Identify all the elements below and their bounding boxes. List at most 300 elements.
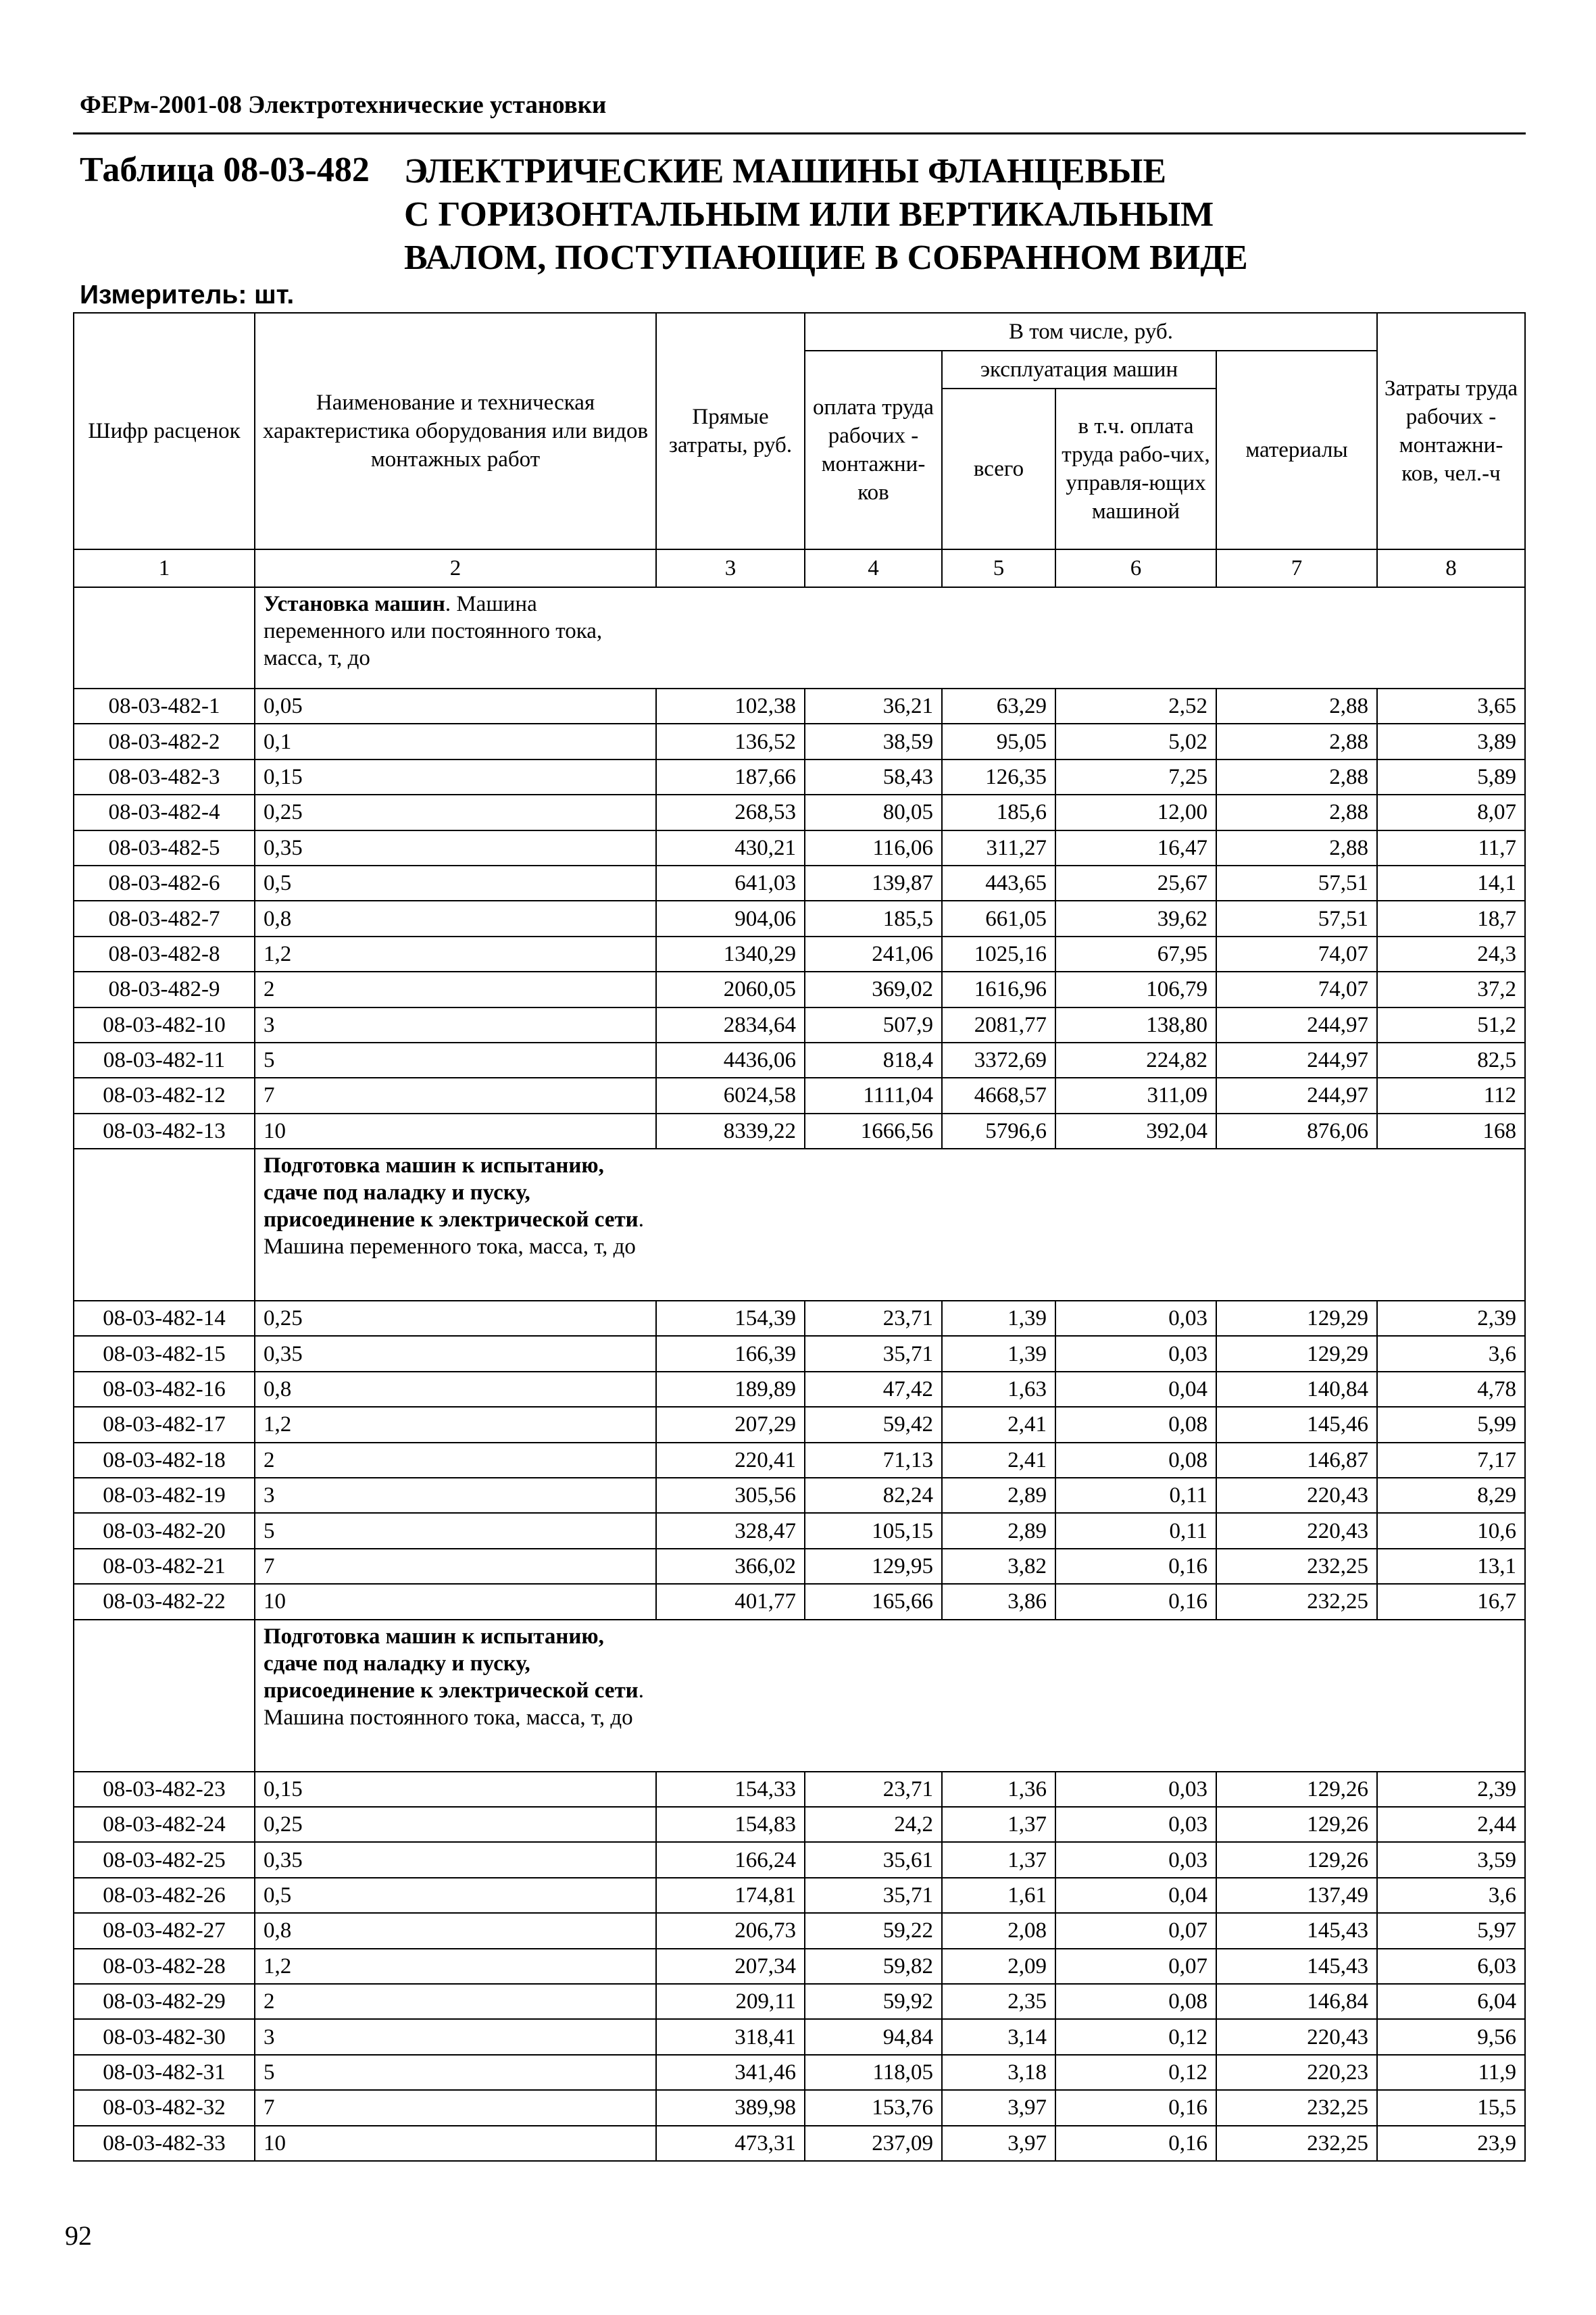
cell-wages: 47,42 <box>805 1372 942 1407</box>
cell-machines-total: 2,08 <box>942 1913 1055 1948</box>
section-title-rest: . Машина постоянного тока, масса, т, до <box>264 1678 644 1730</box>
section-spacer <box>74 1149 255 1301</box>
cell-labor: 7,17 <box>1377 1443 1525 1478</box>
cell-code: 08-03-482-21 <box>74 1549 255 1584</box>
cell-machines-total: 3,97 <box>942 2126 1055 2161</box>
cell-direct: 318,41 <box>656 2019 805 2054</box>
cell-labor: 11,7 <box>1377 830 1525 866</box>
cell-machines-total: 1,39 <box>942 1336 1055 1371</box>
cell-mass: 2 <box>255 972 656 1007</box>
cell-materials: 232,25 <box>1216 1549 1377 1584</box>
cell-machines-wages: 0,11 <box>1055 1478 1216 1513</box>
table-row <box>74 1807 1525 1842</box>
cell-materials: 145,43 <box>1216 1913 1377 1948</box>
cell-direct: 154,83 <box>656 1807 805 1842</box>
cell-wages: 1666,56 <box>805 1114 942 1149</box>
cell-materials: 74,07 <box>1216 937 1377 972</box>
cell-machines-total: 1,63 <box>942 1372 1055 1407</box>
cell-mass: 5 <box>255 1043 656 1078</box>
cell-wages: 82,24 <box>805 1478 942 1513</box>
cell-labor: 2,39 <box>1377 1772 1525 1807</box>
cell-labor: 24,3 <box>1377 937 1525 972</box>
cell-labor: 37,2 <box>1377 972 1525 1007</box>
table-row <box>74 1114 1525 1149</box>
cell-code: 08-03-482-31 <box>74 2055 255 2090</box>
col-header-materials: материалы <box>1216 351 1377 549</box>
cell-machines-total: 3,14 <box>942 2019 1055 2054</box>
cell-code: 08-03-482-24 <box>74 1807 255 1842</box>
table-row <box>74 937 1525 972</box>
cell-direct: 207,34 <box>656 1949 805 1984</box>
running-head: ФЕРм-2001-08 Электротехнические установки <box>80 91 607 119</box>
cell-direct: 2834,64 <box>656 1007 805 1043</box>
cell-machines-wages: 39,62 <box>1055 901 1216 936</box>
cell-direct: 401,77 <box>656 1584 805 1619</box>
section-spacer <box>656 1620 1525 1772</box>
section-title-bold: Подготовка машин к испытанию, сдаче под наладку и пуску, присоединение к электрической сети <box>264 1153 639 1233</box>
table-row <box>74 1478 1525 1513</box>
cell-machines-total: 2,89 <box>942 1513 1055 1548</box>
cell-machines-wages: 0,07 <box>1055 1949 1216 1984</box>
cell-labor: 5,89 <box>1377 760 1525 795</box>
cell-direct: 389,98 <box>656 2090 805 2125</box>
cell-materials: 2,88 <box>1216 830 1377 866</box>
cell-machines-wages: 392,04 <box>1055 1114 1216 1149</box>
cell-direct: 430,21 <box>656 830 805 866</box>
cell-materials: 876,06 <box>1216 1114 1377 1149</box>
col-header-wages: оплата труда рабочих - монтажни-ков <box>805 351 942 549</box>
cell-machines-total: 1,61 <box>942 1878 1055 1913</box>
cell-wages: 507,9 <box>805 1007 942 1043</box>
cell-machines-total: 1,36 <box>942 1772 1055 1807</box>
cell-mass: 0,35 <box>255 830 656 866</box>
cell-labor: 3,6 <box>1377 1336 1525 1371</box>
cell-labor: 18,7 <box>1377 901 1525 936</box>
cell-wages: 94,84 <box>805 2019 942 2054</box>
cell-materials: 129,26 <box>1216 1842 1377 1877</box>
cell-machines-total: 1,37 <box>942 1807 1055 1842</box>
cell-machines-total: 2,35 <box>942 1984 1055 2019</box>
cell-labor: 3,89 <box>1377 724 1525 759</box>
cell-direct: 4436,06 <box>656 1043 805 1078</box>
cell-materials: 146,87 <box>1216 1443 1377 1478</box>
cell-wages: 59,92 <box>805 1984 942 2019</box>
cell-direct: 166,39 <box>656 1336 805 1371</box>
cell-machines-total: 3372,69 <box>942 1043 1055 1078</box>
cell-materials: 220,43 <box>1216 1478 1377 1513</box>
table-row <box>74 972 1525 1007</box>
section-row <box>74 1620 1525 1772</box>
cell-materials: 232,25 <box>1216 2126 1377 2161</box>
cell-direct: 341,46 <box>656 2055 805 2090</box>
cell-mass: 7 <box>255 1078 656 1113</box>
cell-direct: 206,73 <box>656 1913 805 1948</box>
cell-code: 08-03-482-12 <box>74 1078 255 1113</box>
cell-code: 08-03-482-28 <box>74 1949 255 1984</box>
cell-machines-wages: 0,08 <box>1055 1443 1216 1478</box>
cell-materials: 232,25 <box>1216 2090 1377 2125</box>
cell-machines-total: 2,41 <box>942 1407 1055 1442</box>
cell-wages: 1111,04 <box>805 1078 942 1113</box>
cell-wages: 58,43 <box>805 760 942 795</box>
cell-code: 08-03-482-6 <box>74 866 255 901</box>
cell-labor: 3,65 <box>1377 689 1525 724</box>
cell-machines-wages: 106,79 <box>1055 972 1216 1007</box>
cell-direct: 154,39 <box>656 1301 805 1336</box>
cell-wages: 237,09 <box>805 2126 942 2161</box>
col-number: 1 <box>74 549 255 587</box>
cell-mass: 10 <box>255 1584 656 1619</box>
section-title <box>255 1620 656 1772</box>
page-number: 92 <box>65 2220 92 2251</box>
table-row <box>74 2126 1525 2161</box>
cell-machines-wages: 12,00 <box>1055 795 1216 830</box>
cell-machines-wages: 0,16 <box>1055 1549 1216 1584</box>
cell-wages: 23,71 <box>805 1772 942 1807</box>
cell-direct: 174,81 <box>656 1878 805 1913</box>
cell-wages: 38,59 <box>805 724 942 759</box>
cell-machines-total: 1,37 <box>942 1842 1055 1877</box>
table-row <box>74 1336 1525 1371</box>
cell-labor: 13,1 <box>1377 1549 1525 1584</box>
table-row <box>74 1549 1525 1584</box>
cell-labor: 2,44 <box>1377 1807 1525 1842</box>
cell-materials: 145,46 <box>1216 1407 1377 1442</box>
cell-materials: 244,97 <box>1216 1007 1377 1043</box>
cell-labor: 6,03 <box>1377 1949 1525 1984</box>
cell-code: 08-03-482-4 <box>74 795 255 830</box>
table-row <box>74 1772 1525 1807</box>
cell-labor: 8,29 <box>1377 1478 1525 1513</box>
cell-wages: 80,05 <box>805 795 942 830</box>
cell-wages: 71,13 <box>805 1443 942 1478</box>
section-spacer <box>656 1149 1525 1301</box>
cell-direct: 187,66 <box>656 760 805 795</box>
col-number: 6 <box>1055 549 1216 587</box>
cell-machines-total: 311,27 <box>942 830 1055 866</box>
section-title-bold: Подготовка машин к испытанию, сдаче под наладку и пуску, присоединение к электрической сети <box>264 1624 639 1703</box>
cell-machines-wages: 7,25 <box>1055 760 1216 795</box>
cell-code: 08-03-482-8 <box>74 937 255 972</box>
cell-materials: 2,88 <box>1216 724 1377 759</box>
cell-materials: 232,25 <box>1216 1584 1377 1619</box>
cell-direct: 220,41 <box>656 1443 805 1478</box>
cell-code: 08-03-482-1 <box>74 689 255 724</box>
cell-direct: 6024,58 <box>656 1078 805 1113</box>
section-spacer <box>74 587 255 689</box>
cell-materials: 2,88 <box>1216 795 1377 830</box>
table-title-line: ВАЛОМ, ПОСТУПАЮЩИЕ В СОБРАННОМ ВИДЕ <box>404 239 1248 277</box>
table-row <box>74 1584 1525 1619</box>
table-body <box>74 587 1525 2161</box>
cell-machines-total: 661,05 <box>942 901 1055 936</box>
table-row <box>74 1078 1525 1113</box>
cell-materials: 129,26 <box>1216 1807 1377 1842</box>
cell-direct: 2060,05 <box>656 972 805 1007</box>
col-header-name: Наименование и техническая характеристика оборудования или видов монтажных работ <box>255 313 656 549</box>
cell-code: 08-03-482-19 <box>74 1478 255 1513</box>
cell-machines-wages: 0,03 <box>1055 1807 1216 1842</box>
cell-wages: 153,76 <box>805 2090 942 2125</box>
table-row <box>74 795 1525 830</box>
table-row <box>74 1301 1525 1336</box>
cell-machines-wages: 16,47 <box>1055 830 1216 866</box>
cell-code: 08-03-482-13 <box>74 1114 255 1149</box>
table-title-line: С ГОРИЗОНТАЛЬНЫМ ИЛИ ВЕРТИКАЛЬНЫМ <box>404 195 1214 234</box>
cell-machines-wages: 0,16 <box>1055 2126 1216 2161</box>
table-row <box>74 1913 1525 1948</box>
table-title-line: ЭЛЕКТРИЧЕСКИЕ МАШИНЫ ФЛАНЦЕВЫЕ <box>404 152 1167 191</box>
cell-materials: 129,29 <box>1216 1336 1377 1371</box>
cell-wages: 105,15 <box>805 1513 942 1548</box>
table-id: Таблица 08-03-482 <box>80 151 370 189</box>
cell-mass: 2 <box>255 1984 656 2019</box>
cell-mass: 0,5 <box>255 866 656 901</box>
cell-machines-wages: 2,52 <box>1055 689 1216 724</box>
cell-wages: 241,06 <box>805 937 942 972</box>
cell-direct: 268,53 <box>656 795 805 830</box>
cell-mass: 0,15 <box>255 760 656 795</box>
cell-labor: 168 <box>1377 1114 1525 1149</box>
cell-code: 08-03-482-26 <box>74 1878 255 1913</box>
cell-materials: 57,51 <box>1216 866 1377 901</box>
cell-wages: 59,22 <box>805 1913 942 1948</box>
cell-labor: 11,9 <box>1377 2055 1525 2090</box>
cell-wages: 24,2 <box>805 1807 942 1842</box>
cell-direct: 904,06 <box>656 901 805 936</box>
cell-materials: 129,26 <box>1216 1772 1377 1807</box>
cell-mass: 0,35 <box>255 1842 656 1877</box>
cell-code: 08-03-482-7 <box>74 901 255 936</box>
cell-mass: 2 <box>255 1443 656 1478</box>
cell-labor: 3,59 <box>1377 1842 1525 1877</box>
table-row <box>74 1949 1525 1984</box>
cell-machines-total: 2,09 <box>942 1949 1055 1984</box>
cell-mass: 5 <box>255 2055 656 2090</box>
cell-direct: 8339,22 <box>656 1114 805 1149</box>
cell-code: 08-03-482-25 <box>74 1842 255 1877</box>
cell-labor: 10,6 <box>1377 1513 1525 1548</box>
cell-labor: 3,6 <box>1377 1878 1525 1913</box>
cell-direct: 154,33 <box>656 1772 805 1807</box>
cell-machines-wages: 0,16 <box>1055 1584 1216 1619</box>
cell-code: 08-03-482-17 <box>74 1407 255 1442</box>
cell-materials: 220,23 <box>1216 2055 1377 2090</box>
cell-machines-total: 3,97 <box>942 2090 1055 2125</box>
cell-code: 08-03-482-10 <box>74 1007 255 1043</box>
cell-direct: 209,11 <box>656 1984 805 2019</box>
cell-machines-wages: 311,09 <box>1055 1078 1216 1113</box>
cell-mass: 0,8 <box>255 1913 656 1948</box>
cell-mass: 0,1 <box>255 724 656 759</box>
cell-machines-total: 185,6 <box>942 795 1055 830</box>
table-row <box>74 1007 1525 1043</box>
cell-wages: 35,61 <box>805 1842 942 1877</box>
cell-labor: 8,07 <box>1377 795 1525 830</box>
cell-code: 08-03-482-23 <box>74 1772 255 1807</box>
cell-machines-total: 95,05 <box>942 724 1055 759</box>
cell-code: 08-03-482-32 <box>74 2090 255 2125</box>
cell-labor: 9,56 <box>1377 2019 1525 2054</box>
cell-direct: 207,29 <box>656 1407 805 1442</box>
cell-labor: 112 <box>1377 1078 1525 1113</box>
cell-direct: 305,56 <box>656 1478 805 1513</box>
table-row <box>74 689 1525 724</box>
cell-machines-wages: 0,03 <box>1055 1301 1216 1336</box>
cell-wages: 36,21 <box>805 689 942 724</box>
cell-machines-wages: 0,07 <box>1055 1913 1216 1948</box>
cell-code: 08-03-482-11 <box>74 1043 255 1078</box>
cell-machines-wages: 0,04 <box>1055 1372 1216 1407</box>
cell-materials: 220,43 <box>1216 1513 1377 1548</box>
section-spacer <box>656 587 1525 689</box>
cell-direct: 473,31 <box>656 2126 805 2161</box>
cell-machines-wages: 25,67 <box>1055 866 1216 901</box>
cell-labor: 4,78 <box>1377 1372 1525 1407</box>
cell-wages: 118,05 <box>805 2055 942 2090</box>
col-header-machines: эксплуатация машин <box>942 351 1216 389</box>
cell-wages: 129,95 <box>805 1549 942 1584</box>
cell-labor: 6,04 <box>1377 1984 1525 2019</box>
cell-labor: 23,9 <box>1377 2126 1525 2161</box>
cell-machines-wages: 0,04 <box>1055 1878 1216 1913</box>
cell-mass: 0,35 <box>255 1336 656 1371</box>
cell-machines-wages: 0,08 <box>1055 1407 1216 1442</box>
table-row <box>74 1842 1525 1877</box>
section-title-rest: . Машина переменного или постоянного тока, масса, т, до <box>264 592 603 670</box>
cell-machines-total: 2,89 <box>942 1478 1055 1513</box>
cell-machines-wages: 0,11 <box>1055 1513 1216 1548</box>
cell-mass: 10 <box>255 2126 656 2161</box>
cell-mass: 3 <box>255 2019 656 2054</box>
cell-wages: 165,66 <box>805 1584 942 1619</box>
col-header-including: В том числе, руб. <box>805 313 1377 351</box>
cell-labor: 5,97 <box>1377 1913 1525 1948</box>
table-row <box>74 1984 1525 2019</box>
cell-code: 08-03-482-3 <box>74 760 255 795</box>
cell-code: 08-03-482-22 <box>74 1584 255 1619</box>
col-number: 3 <box>656 549 805 587</box>
cell-mass: 0,8 <box>255 901 656 936</box>
section-row <box>74 1149 1525 1301</box>
table-row <box>74 1878 1525 1913</box>
cell-wages: 35,71 <box>805 1336 942 1371</box>
cell-machines-total: 5796,6 <box>942 1114 1055 1149</box>
cell-mass: 0,5 <box>255 1878 656 1913</box>
cell-machines-total: 63,29 <box>942 689 1055 724</box>
norms-table <box>73 312 1526 2162</box>
cell-machines-wages: 0,03 <box>1055 1336 1216 1371</box>
cell-code: 08-03-482-2 <box>74 724 255 759</box>
cell-wages: 818,4 <box>805 1043 942 1078</box>
cell-mass: 0,25 <box>255 795 656 830</box>
cell-machines-total: 4668,57 <box>942 1078 1055 1113</box>
cell-wages: 23,71 <box>805 1301 942 1336</box>
cell-code: 08-03-482-9 <box>74 972 255 1007</box>
cell-mass: 0,05 <box>255 689 656 724</box>
cell-wages: 139,87 <box>805 866 942 901</box>
cell-mass: 1,2 <box>255 1949 656 1984</box>
cell-labor: 16,7 <box>1377 1584 1525 1619</box>
col-number: 4 <box>805 549 942 587</box>
section-title-rest: . Машина переменного тока, масса, т, до <box>264 1208 644 1260</box>
head-rule <box>73 132 1526 134</box>
cell-machines-wages: 0,12 <box>1055 2019 1216 2054</box>
cell-machines-wages: 0,12 <box>1055 2055 1216 2090</box>
table-row <box>74 901 1525 936</box>
cell-labor: 51,2 <box>1377 1007 1525 1043</box>
cell-materials: 137,49 <box>1216 1878 1377 1913</box>
section-spacer <box>74 1620 255 1772</box>
cell-code: 08-03-482-18 <box>74 1443 255 1478</box>
cell-mass: 1,2 <box>255 937 656 972</box>
cell-machines-total: 2081,77 <box>942 1007 1055 1043</box>
cell-machines-wages: 0,16 <box>1055 2090 1216 2125</box>
cell-code: 08-03-482-33 <box>74 2126 255 2161</box>
cell-code: 08-03-482-5 <box>74 830 255 866</box>
col-number: 2 <box>255 549 656 587</box>
table-row <box>74 1372 1525 1407</box>
cell-code: 08-03-482-29 <box>74 1984 255 2019</box>
cell-mass: 0,8 <box>255 1372 656 1407</box>
cell-labor: 14,1 <box>1377 866 1525 901</box>
cell-direct: 1340,29 <box>656 937 805 972</box>
table-row <box>74 830 1525 866</box>
table-row <box>74 1043 1525 1078</box>
cell-materials: 146,84 <box>1216 1984 1377 2019</box>
cell-direct: 328,47 <box>656 1513 805 1548</box>
cell-mass: 5 <box>255 1513 656 1548</box>
cell-materials: 74,07 <box>1216 972 1377 1007</box>
cell-machines-total: 1616,96 <box>942 972 1055 1007</box>
table-row <box>74 2019 1525 2054</box>
col-number: 8 <box>1377 549 1525 587</box>
col-header-machines-total: всего <box>942 389 1055 549</box>
cell-wages: 59,42 <box>805 1407 942 1442</box>
cell-machines-total: 443,65 <box>942 866 1055 901</box>
cell-code: 08-03-482-15 <box>74 1336 255 1371</box>
col-number: 5 <box>942 549 1055 587</box>
cell-machines-total: 3,82 <box>942 1549 1055 1584</box>
cell-mass: 10 <box>255 1114 656 1149</box>
table-row <box>74 724 1525 759</box>
col-header-machines-wages: в т.ч. оплата труда рабо-чих, управля-ющих машиной <box>1055 389 1216 549</box>
cell-direct: 366,02 <box>656 1549 805 1584</box>
table-row <box>74 1443 1525 1478</box>
cell-materials: 220,43 <box>1216 2019 1377 2054</box>
cell-machines-total: 3,86 <box>942 1584 1055 1619</box>
cell-machines-wages: 0,03 <box>1055 1842 1216 1877</box>
cell-materials: 244,97 <box>1216 1043 1377 1078</box>
cell-mass: 0,15 <box>255 1772 656 1807</box>
table-row <box>74 2055 1525 2090</box>
table-row <box>74 760 1525 795</box>
cell-machines-total: 126,35 <box>942 760 1055 795</box>
cell-materials: 2,88 <box>1216 760 1377 795</box>
cell-direct: 102,38 <box>656 689 805 724</box>
cell-wages: 185,5 <box>805 901 942 936</box>
cell-machines-wages: 5,02 <box>1055 724 1216 759</box>
cell-direct: 136,52 <box>656 724 805 759</box>
cell-machines-total: 1025,16 <box>942 937 1055 972</box>
section-row <box>74 587 1525 689</box>
cell-wages: 116,06 <box>805 830 942 866</box>
section-title <box>255 1149 656 1301</box>
cell-machines-wages: 138,80 <box>1055 1007 1216 1043</box>
cell-machines-wages: 0,03 <box>1055 1772 1216 1807</box>
section-title <box>255 587 656 689</box>
cell-code: 08-03-482-14 <box>74 1301 255 1336</box>
